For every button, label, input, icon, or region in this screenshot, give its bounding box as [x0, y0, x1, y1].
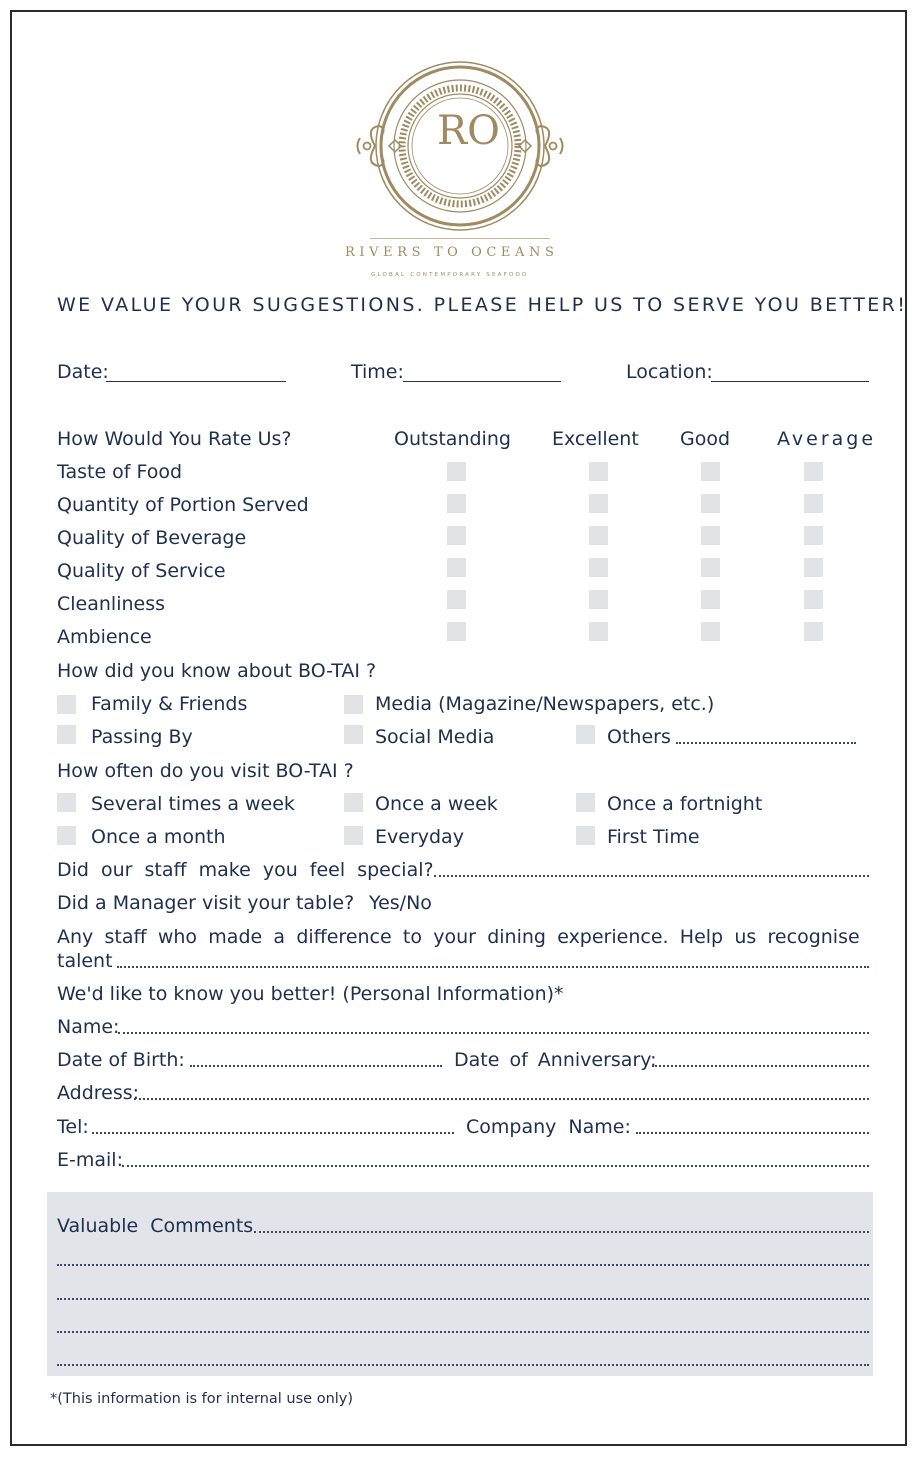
rating-checkbox[interactable]: [589, 494, 608, 513]
brand-tagline: GLOBAL CONTEMPORARY SEAFOOD: [371, 272, 529, 278]
date-label: Date:: [57, 361, 109, 383]
frequency-option-week: Once a week: [375, 793, 498, 815]
time-label: Time:: [351, 361, 404, 383]
time-field[interactable]: [403, 381, 561, 382]
name-label: Name:: [57, 1016, 120, 1038]
source-option-media: Media (Magazine/Newspapers, etc.): [375, 693, 715, 715]
rating-checkbox[interactable]: [804, 558, 823, 577]
location-label: Location:: [626, 361, 713, 383]
rating-checkbox[interactable]: [804, 494, 823, 513]
frequency-checkbox-everyday[interactable]: [344, 826, 363, 845]
rating-checkbox[interactable]: [589, 526, 608, 545]
rating-question: How Would You Rate Us?: [57, 428, 292, 450]
frequency-checkbox-fortnight[interactable]: [576, 793, 595, 812]
staff-special-field[interactable]: [434, 863, 869, 877]
frequency-option-everyday: Everyday: [375, 826, 464, 848]
frequency-option-month: Once a month: [91, 826, 226, 848]
source-checkbox-social[interactable]: [344, 725, 363, 744]
email-label: E-mail:: [57, 1149, 123, 1171]
rating-checkbox[interactable]: [804, 526, 823, 545]
comments-line[interactable]: [57, 1352, 869, 1366]
source-checkbox-media[interactable]: [344, 695, 363, 714]
rating-checkbox[interactable]: [701, 462, 720, 481]
anniversary-field[interactable]: [652, 1053, 869, 1067]
rating-row-portion: Quantity of Portion Served: [57, 494, 309, 516]
comments-label: Valuable Comments: [57, 1215, 254, 1237]
comments-line[interactable]: [57, 1286, 869, 1300]
address-label: Address:: [57, 1082, 140, 1104]
dob-field[interactable]: [190, 1053, 442, 1067]
rating-row-cleanliness: Cleanliness: [57, 593, 166, 615]
rating-col-outstanding: Outstanding: [394, 428, 511, 450]
headline: WE VALUE YOUR SUGGESTIONS. PLEASE HELP US TO SERVE YOU BETTER!: [57, 294, 908, 316]
address-field[interactable]: [134, 1086, 869, 1100]
rating-checkbox[interactable]: [447, 622, 466, 641]
tel-field[interactable]: [92, 1120, 454, 1134]
source-question: How did you know about BO-TAI ?: [57, 660, 377, 682]
rating-row-beverage: Quality of Beverage: [57, 527, 247, 549]
frequency-checkbox-several[interactable]: [57, 793, 76, 812]
rating-checkbox[interactable]: [701, 494, 720, 513]
frequency-question: How often do you visit BO-TAI ?: [57, 760, 354, 782]
rating-checkbox[interactable]: [589, 558, 608, 577]
brand-rule: [370, 238, 550, 239]
source-option-social: Social Media: [375, 726, 495, 748]
rating-row-taste: Taste of Food: [57, 461, 183, 483]
comments-line[interactable]: [57, 1319, 869, 1333]
staff-recognise-line1: Any staff who made a difference to your dining experience. Help us recognise: [57, 926, 860, 948]
rating-checkbox[interactable]: [447, 462, 466, 481]
name-field[interactable]: [118, 1020, 869, 1034]
logo-monogram: RO: [437, 108, 500, 154]
rating-checkbox[interactable]: [589, 590, 608, 609]
dob-label: Date of Birth:: [57, 1049, 185, 1071]
staff-recognise-line2: talent: [57, 950, 113, 972]
rating-checkbox[interactable]: [804, 462, 823, 481]
rating-checkbox[interactable]: [447, 494, 466, 513]
rating-checkbox[interactable]: [701, 526, 720, 545]
frequency-option-first: First Time: [607, 826, 700, 848]
company-label: Company Name:: [466, 1116, 631, 1138]
staff-recognise-field[interactable]: [117, 954, 869, 968]
rating-col-average: Average: [777, 428, 877, 450]
manager-visit-question: Did a Manager visit your table?: [57, 892, 355, 914]
rivers-to-oceans-logo: [355, 58, 565, 238]
date-field[interactable]: [106, 381, 286, 382]
staff-special-question: Did our staff make you feel special?: [57, 859, 434, 881]
frequency-checkbox-week[interactable]: [344, 793, 363, 812]
frequency-option-fortnight: Once a fortnight: [607, 793, 763, 815]
source-option-family: Family & Friends: [91, 693, 248, 715]
rating-checkbox[interactable]: [589, 462, 608, 481]
source-checkbox-passing[interactable]: [57, 725, 76, 744]
source-checkbox-others[interactable]: [576, 725, 595, 744]
rating-row-ambience: Ambience: [57, 626, 152, 648]
company-field[interactable]: [636, 1120, 869, 1134]
comments-line[interactable]: [254, 1219, 869, 1233]
frequency-checkbox-first[interactable]: [576, 826, 595, 845]
rating-checkbox[interactable]: [589, 622, 608, 641]
rating-checkbox[interactable]: [701, 558, 720, 577]
brand-name: RIVERS TO OCEANS: [345, 245, 559, 260]
rating-checkbox[interactable]: [804, 622, 823, 641]
rating-checkbox[interactable]: [447, 590, 466, 609]
rating-row-service: Quality of Service: [57, 560, 226, 582]
comments-line[interactable]: [57, 1252, 869, 1266]
source-option-passing: Passing By: [91, 726, 193, 748]
rating-checkbox[interactable]: [701, 622, 720, 641]
frequency-option-several: Several times a week: [91, 793, 295, 815]
rating-col-excellent: Excellent: [552, 428, 639, 450]
tel-label: Tel:: [57, 1116, 89, 1138]
personal-heading: We'd like to know you better! (Personal Information)*: [57, 983, 564, 1005]
source-checkbox-family[interactable]: [57, 695, 76, 714]
rating-col-good: Good: [680, 428, 731, 450]
rating-checkbox[interactable]: [447, 526, 466, 545]
rating-checkbox[interactable]: [804, 590, 823, 609]
frequency-checkbox-month[interactable]: [57, 826, 76, 845]
manager-visit-answer[interactable]: Yes/No: [369, 892, 432, 914]
others-field[interactable]: [676, 730, 856, 744]
footnote: *(This information is for internal use only): [50, 1391, 354, 1407]
rating-checkbox[interactable]: [701, 590, 720, 609]
email-field[interactable]: [122, 1153, 869, 1167]
anniversary-label: Date of Anniversary:: [454, 1049, 657, 1071]
rating-checkbox[interactable]: [447, 558, 466, 577]
location-field[interactable]: [711, 381, 869, 382]
source-option-others: Others: [607, 726, 671, 748]
